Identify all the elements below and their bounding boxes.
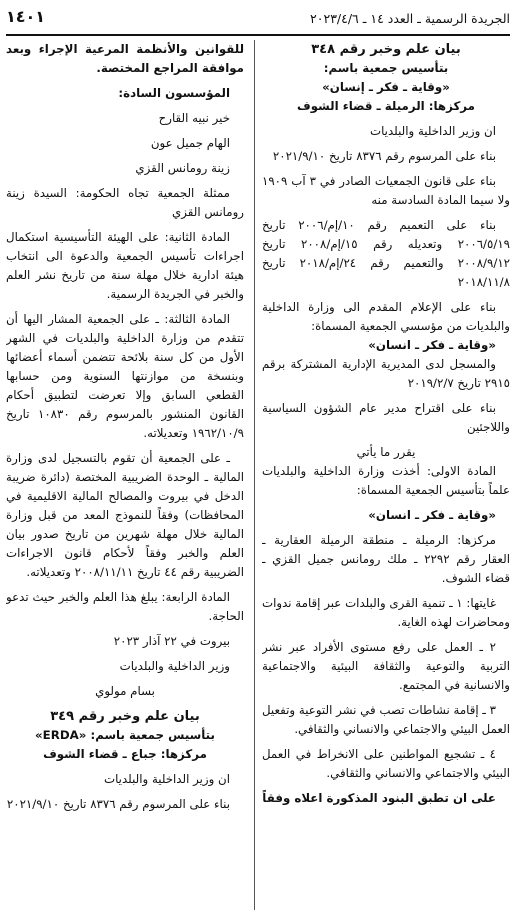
header-rule	[6, 34, 510, 36]
page-number: ١٤٠١	[6, 7, 46, 26]
header-title: الجريدة الرسمية ـ العدد ١٤ ـ ٢٠٢٣/٤/٦	[310, 11, 510, 26]
left-paragraph: ـ على الجمعية أن تقوم بالتسجيل لدى وزارة المالية ـ الوحدة الضريبية المختصة (دائرة ضريبة الدخل في بيروت والمصالح المالية الاقليمية في المحافظات) وفقاً للنموذج المعد من قبل وزارة المالية خلال مهلة شهرين من تاريخ صدور بيان العلم والخبر وفقاً لأحكام قانون الاجراءات الضريبية رقم ٤٤ تاريخ ٢٠٠٨/١١/١١ وتعديلاته.	[6, 451, 244, 579]
left-paragraph: زينة رومانس القزي	[135, 161, 230, 175]
right-paragraph: «وقاية ـ فكر ـ انسان»	[368, 338, 496, 352]
left-paragraph: ممثلة الجمعية تجاه الحكومة: السيدة زينة رومانس القزي	[6, 186, 244, 219]
right-paragraph: مركزها: الرميلة ـ قضاء الشوف	[297, 99, 475, 113]
right-paragraph: «وقاية ـ فكر ـ إنسان»	[322, 80, 450, 94]
right-paragraph: بناء على الإعلام المقدم الى وزارة الداخلية والبلديات من مؤسسي الجمعية المسماة:	[262, 300, 510, 333]
right-paragraph: بتأسيس جمعية باسم:	[323, 61, 449, 75]
right-paragraph: المادة الاولى: أخذت وزارة الداخلية والبلديات علماً بتأسيس الجمعية المسماة:	[262, 464, 510, 497]
right-paragraph: بناء على التعميم رقم ١٠/إم/٢٠٠٦ تاريخ ٢٠٠٦/٥/١٩ وتعديله رقم ١٥/إم/٢٠٠٨ تاريخ ٢٠٠٨/٩/١٢ والتعميم رقم ٢٤/إم/٢٠١٨ تاريخ ٢٠١٨/١١/٨	[262, 218, 510, 289]
left-paragraph: المادة الرابعة: يبلغ هذا العلم والخبر حيث تدعو الحاجة.	[6, 590, 244, 623]
left-paragraph: بسام مولوي	[95, 684, 155, 698]
right-column	[262, 40, 510, 915]
right-paragraph: ٤ ـ تشجيع المواطنين على الانخراط في العمل البيئي والاجتماعي والانساني والثقافي.	[262, 747, 510, 780]
right-paragraph: «وقاية ـ فكر ـ انسان»	[368, 508, 496, 522]
right-paragraph: ٢ ـ العمل على رفع مستوى الأفراد عبر نشر التربية والتوعية والثقافة البيئية والاجتماعية والانسانية في المجتمع.	[262, 640, 510, 692]
right-paragraph: بناء على قانون الجمعيات الصادر في ٣ آب ١٩٠٩ ولا سيما المادة السادسة منه	[262, 174, 510, 207]
right-paragraph: والمسجل لدى المديرية الإدارية المشتركة برقم ٢٩١٥ تاريخ ٢٠١٩/٢/٧	[262, 357, 510, 390]
left-column	[6, 40, 244, 915]
left-paragraph: الهام جميل عون	[150, 136, 230, 150]
column-divider	[254, 40, 255, 910]
right-paragraph: بناء على اقتراح مدير عام الشؤون السياسية واللاجئين	[262, 401, 510, 434]
left-paragraph: بناء على المرسوم رقم ٨٣٧٦ تاريخ ٢٠٢١/٩/١٠	[6, 797, 230, 811]
right-paragraph: بناء على المرسوم رقم ٨٣٧٦ تاريخ ٢٠٢١/٩/١٠	[272, 149, 496, 163]
page-header	[6, 6, 510, 32]
left-paragraph: بيان علم وخبر رقم ٣٤٩	[50, 709, 200, 724]
left-paragraph: مركزها: جباع ـ قضاء الشوف	[43, 747, 207, 761]
left-paragraph: بتأسيس جمعية باسم: «ERDA»	[35, 728, 215, 742]
left-paragraph: بيروت في ٢٢ آذار ٢٠٢٣	[113, 634, 230, 648]
left-paragraph: للقوانين والأنظمة المرعية الإجراء وبعد موافقة المراجع المختصة.	[6, 42, 244, 75]
left-paragraph: ان وزير الداخلية والبلديات	[103, 772, 230, 786]
right-paragraph: ان وزير الداخلية والبلديات	[369, 124, 496, 138]
left-paragraph: المؤسسون السادة:	[118, 86, 230, 100]
right-paragraph: ٣ ـ إقامة نشاطات تصب في نشر التوعية وتفعيل العمل البيئي والاجتماعي والانساني والثقافي.	[262, 703, 510, 736]
right-paragraph: على ان تطبق البنود المذكورة اعلاه وفقاً	[262, 791, 496, 805]
right-paragraph: بيان علم وخبر رقم ٣٤٨	[311, 42, 461, 57]
right-paragraph: غايتها: ١ ـ تنمية القرى والبلدات عبر إقامة ندوات ومحاضرات لهذه الغاية.	[262, 596, 510, 629]
right-paragraph: مركزها: الرميلة ـ منطقة الرميلة العقارية ـ العقار رقم ٢٢٩٢ ـ ملك رومانس جميل القزي ـ قضاء الشوف.	[262, 533, 510, 585]
left-paragraph: وزير الداخلية والبلديات	[119, 659, 230, 673]
right-paragraph: يقرر ما يأتي	[356, 445, 416, 459]
left-paragraph: خير نبيه القارح	[158, 111, 230, 125]
left-paragraph: المادة الثانية: على الهيئة التأسيسية استكمال اجراءات تأسيس الجمعية والدعوة الى انتخاب هيئة ادارية خلال مهلة سنة من تاريخ نشر العلم والخبر في الجريدة الرسمية.	[6, 230, 244, 301]
left-paragraph: المادة الثالثة: ـ على الجمعية المشار اليها أن تتقدم من وزارة الداخلية والبلديات في الشهر الأول من كل سنة بلائحة تتضمن أسماء أعضائها وبنسخة من موازنتها السنوية ومن حسابها القطعي السابق وإلا تعرضت لتطبيق أحكام القانون المنشور بالمرسوم رقم ١٠٨٣٠ تاريخ ١٩٦٢/١٠/٩ وتعديلاته.	[6, 312, 244, 440]
